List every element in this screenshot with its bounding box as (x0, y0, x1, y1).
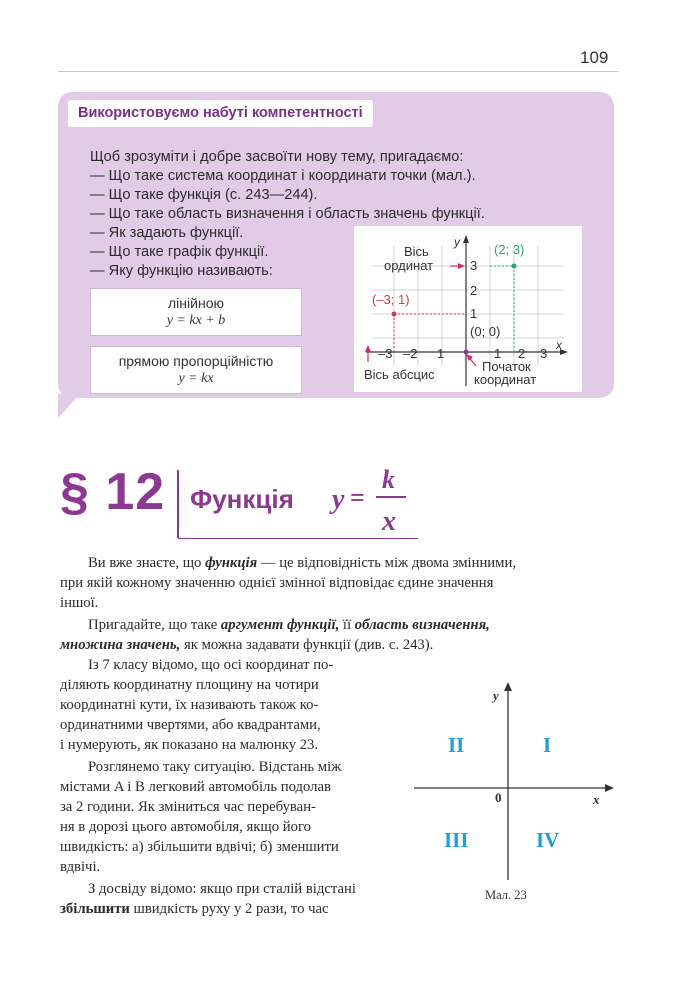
quadrant-IV: IV (536, 828, 560, 852)
quadrant-I: I (543, 733, 552, 757)
section-underline (178, 538, 418, 539)
quadrant-II: II (448, 733, 465, 757)
competence-line: — Яку функцію називають: (90, 263, 273, 279)
paragraph-3-line: Із 7 класу відомо, що осі координат по- (88, 657, 334, 673)
paragraph-4-line: за 2 години. Як зміниться час перебуван- (60, 799, 316, 815)
mini-tick-x3: 3 (540, 346, 548, 361)
text-run: Пригадайте, що таке (88, 617, 221, 633)
mini-tick-x2: 2 (518, 346, 526, 361)
mini-origin-label: (0; 0) (470, 324, 501, 339)
label-origin-1: Початок (482, 359, 531, 374)
paragraph-3-line: діляють координатну площину на чотири (60, 677, 319, 693)
paragraph-1-line-2: при якій кожному значенню однієї змінної відповідає єдине значення (60, 575, 494, 591)
paragraph-4-line: містами A і B легковий автомобіль подолав (60, 779, 331, 795)
competence-line: — Що таке функція (с. 243—244). (90, 187, 318, 203)
term-name: прямою пропорційністю (118, 353, 274, 369)
mini-tick-y3: 3 (470, 258, 478, 273)
term-function: функція (205, 555, 258, 571)
mini-point-b (392, 312, 397, 317)
formula-lhs: y (332, 484, 345, 515)
section-divider (177, 470, 179, 538)
section-title: Функція (190, 484, 294, 514)
header-rule (58, 71, 618, 72)
competence-line: — Що таке система координат і координати точки (мал.). (90, 168, 476, 184)
quad-x-label: x (593, 792, 600, 807)
text-run: її (339, 617, 355, 633)
term-formula: y = kx (178, 371, 214, 386)
quad-y-arrow (504, 682, 512, 691)
paragraph-5-line-2 (60, 901, 329, 918)
paragraph-4-line: ня в дорозі цього автомобіля, якщо його (60, 819, 311, 835)
term-increase: збільшити (60, 901, 130, 917)
competence-line: — Як задають функції. (90, 225, 244, 241)
mini-tick-x-minus1: 1 (437, 346, 445, 361)
mini-tick-x1: 1 (494, 346, 502, 361)
term-box-linear (90, 288, 302, 336)
mini-coordinate-plane (354, 226, 582, 392)
paragraph-3-line: ординатними чвертями, або квадрантами, (60, 717, 321, 733)
paragraph-3-line: координатні кути, їх називають також ко- (60, 697, 319, 713)
mini-tick-y2: 2 (470, 283, 478, 298)
text-run: — це відповідність між двома змінними, (257, 555, 516, 571)
term-formula: y = kx + b (166, 313, 226, 328)
label-ordinate-2: ординат (384, 258, 434, 273)
label-ordinate-1: Вісь (404, 244, 429, 259)
quad-origin-label: 0 (495, 790, 502, 805)
paragraph-5-line-1: З досвіду відомо: якщо при сталій відстані (88, 881, 356, 897)
mini-point-b-label: (–3; 1) (372, 292, 410, 307)
term-range: множина значень, (60, 637, 181, 653)
mini-tick-x-minus2: –2 (403, 346, 418, 361)
text-run: Ви вже знаєте, що (88, 555, 206, 571)
paragraph-4-line: швидкість: а) збільшити вдвічі; б) зменшити (60, 839, 339, 855)
term-name: лінійною (168, 295, 224, 311)
quadrants-figure (410, 672, 620, 884)
mini-point-a-label: (2; 3) (494, 242, 525, 257)
formula-denominator: x (382, 506, 396, 537)
formula-numerator: k (382, 465, 395, 494)
mini-origin-point (464, 350, 469, 355)
section-formula (326, 462, 416, 542)
mini-point-a (512, 264, 517, 269)
competence-title: Використовуємо набуті компетентності (68, 100, 373, 127)
competence-line: — Що таке область визначення і область значень функції. (90, 206, 485, 222)
text-run: швидкість руху у 2 рази, то час (129, 901, 329, 917)
competence-line: Щоб зрозуміти і добре засвоїти нову тему, пригадаємо: (90, 149, 464, 165)
figure-caption: Мал. 23 (485, 888, 527, 902)
paragraph-3-line: і нумерують, як показано на малюнку 23. (60, 737, 319, 753)
abscissa-pointer-head (365, 345, 371, 352)
origin-pointer-head (466, 354, 473, 361)
paragraph-2-line-2 (60, 637, 433, 654)
mini-y-label: y (454, 235, 460, 249)
term-box-direct-proportion (90, 346, 302, 394)
label-origin-2: координат (474, 372, 537, 387)
paragraph-2-line-1 (60, 617, 490, 634)
section-number: § 12 (60, 463, 166, 521)
term-domain: область визначення, (354, 617, 490, 633)
label-abscissa: Вісь абсцис (364, 367, 435, 382)
formula-equals: = (350, 483, 365, 512)
text-run: як можна задавати функції (див. с. 243). (180, 637, 434, 653)
quad-x-arrow (605, 784, 614, 792)
mini-y-arrow (463, 235, 469, 243)
paragraph-4-line: вдвічі. (60, 859, 101, 875)
quad-y-label: y (493, 688, 499, 703)
page-number: 109 (580, 48, 609, 67)
paragraph-1-line-3: іншої. (60, 595, 99, 611)
mini-tick-x-minus3: –3 (378, 346, 393, 361)
competence-line: — Що таке графік функції. (90, 244, 269, 260)
paragraph-4-line: Розглянемо таку ситуацію. Відстань між (88, 759, 342, 775)
ordinate-pointer-head (458, 263, 465, 269)
mini-x-label: x (556, 338, 562, 352)
mini-tick-y1: 1 (470, 306, 478, 321)
competence-box-tail (58, 394, 80, 418)
paragraph-1-line-1 (60, 555, 516, 572)
term-argument: аргумент функції, (220, 617, 340, 633)
quadrant-III: III (444, 828, 469, 852)
